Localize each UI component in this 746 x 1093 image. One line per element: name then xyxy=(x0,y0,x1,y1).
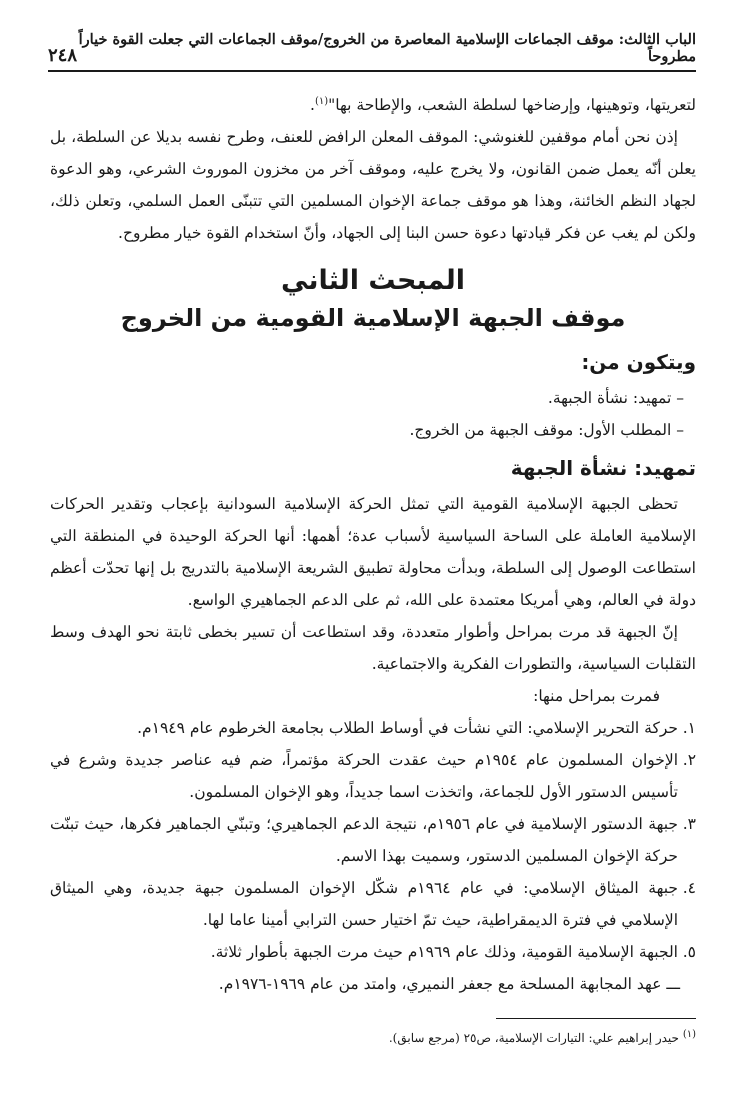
footnote xyxy=(389,1029,696,1045)
list-number: ١. xyxy=(682,719,696,738)
list-text: جبهة الدستور الإسلامية في عام ١٩٥٦م، نتيجة الدعم الجماهيري؛ وتبنّي الجماهير فكرها، حيث تبنّت حركة الإخوان المسلمين الدستور، وسميت بهذا الاسم. xyxy=(50,815,678,866)
list-number: ٥. xyxy=(682,943,696,962)
composition-item: – المطلب الأول: موقف الجبهة من الخروج. xyxy=(409,421,684,440)
list-text: جبهة الميثاق الإسلامي: في عام ١٩٦٤م شكّل الإخوان المسلمون جبهة جديدة، وهي الميثاق الإسلامي في فترة الديمقراطية، حيث تمّ اختيار حسن الترابي أمينا عاما لها. xyxy=(50,879,678,930)
list-text: الإخوان المسلمون عام ١٩٥٤م حيث عقدت الحركة مؤتمراً، ضم فيه عناصر جديدة وشرع في تأسيس الدستور الأول للجماعة، واتخذت اسما جديداً، وهو الإخوان المسلمون. xyxy=(50,751,679,802)
footnote-text: حيدر إبراهيم علي: التيارات الإسلامية، ص٢٥ (مرجع سابق). xyxy=(388,1031,679,1045)
list-number: ٤. xyxy=(682,879,696,898)
intro-paragraph-1: لتعريتها، وتوهينها، وإرضاخها لسلطة الشعب، والإطاحة بها"$^{(١)}$. xyxy=(310,96,696,115)
list-item xyxy=(50,744,696,808)
preface-paragraph-2: إنّ الجبهة قد مرت بمراحل وأطوار متعددة، وقد استطاعت أن تسير بخطى ثابتة نحو الهدف وسط التقلبات السياسية، والتطورات الفكرية والاجتماعية. xyxy=(50,623,696,674)
footnote-ref: (١) xyxy=(314,96,329,107)
chapter-title: الباب الثالث: موقف الجماعات الإسلامية المعاصرة من الخروج/موقف الجماعات التي جعلت القوة خياراً مطروحاً xyxy=(78,31,696,65)
footnote-divider xyxy=(496,1018,696,1019)
list-number: ٢. xyxy=(682,751,697,770)
composition-heading: ويتكون من: xyxy=(581,350,696,375)
list-text: الجبهة الإسلامية القومية، وذلك عام ١٩٦٩م حيث مرت الجبهة بأطوار ثلاثة. xyxy=(210,943,678,962)
list-number: ٣. xyxy=(682,815,696,834)
list-item xyxy=(50,808,696,872)
preface-paragraph-1: تحظى الجبهة الإسلامية القومية التي تمثل الحركة الإسلامية السودانية بإعجاب وتقدير الحركات الإسلامية العاملة على الساحة السياسية لأسباب عدة؛ أهمها: أنها الحركة الوحيدة في المنطقة التي استطاعت الوصول إلى السلطة، وبدأت محاولة تطبيق الشريعة الإسلامية بالتدريج بل إنها تحدّت أعظم دولة في العالم، وهي أمريكا معتمدة على الله، ثم على الدعم الجماهيري الواسع. xyxy=(50,495,696,610)
page-content xyxy=(50,86,696,1000)
list-item xyxy=(50,712,696,744)
list-item xyxy=(50,936,696,968)
page-number: ٢٤٨ xyxy=(48,45,78,66)
section-subtitle: موقف الجبهة الإسلامية القومية من الخروج xyxy=(120,304,626,333)
sub-list-item: ـــ عهد المجابهة المسلحة مع جعفر النميري، وامتد من عام ١٩٦٩-١٩٧٦م. xyxy=(218,975,680,994)
list-item xyxy=(50,872,696,936)
composition-item: – تمهيد: نشأة الجبهة. xyxy=(547,389,684,408)
stages-intro: فمرت بمراحل منها: xyxy=(533,687,660,706)
preface-heading: تمهيد: نشأة الجبهة xyxy=(510,456,696,481)
section-title: المبحث الثاني xyxy=(281,265,465,297)
intro-paragraph-2: إذن نحن أمام موقفين للغنوشي: الموقف المعلن الرافض للعنف، وطرح نفسه بديلا عن السلطة، بل يعلن أنّه يعمل ضمن القانون، ولا يخرج عليه، وموقف آخر من مخزون الموروث الشرعي، وهو الدعوة لجهاد النظم الخائنة، وهذا هو موقف جماعة الإخوان المسلمين التي تتبنّى العمل السلمي، وتعلن ذلك، ولكن لم يغب عن فكر قيادتها دعوة حسن البنا إلى الجهاد، وأنّ استخدام القوة خيار مطروح. xyxy=(50,128,696,243)
footnote-mark: (١) xyxy=(682,1029,696,1040)
list-text: حركة التحرير الإسلامي: التي نشأت في أوساط الطلاب بجامعة الخرطوم عام ١٩٤٩م. xyxy=(137,719,678,738)
running-header xyxy=(48,31,696,72)
